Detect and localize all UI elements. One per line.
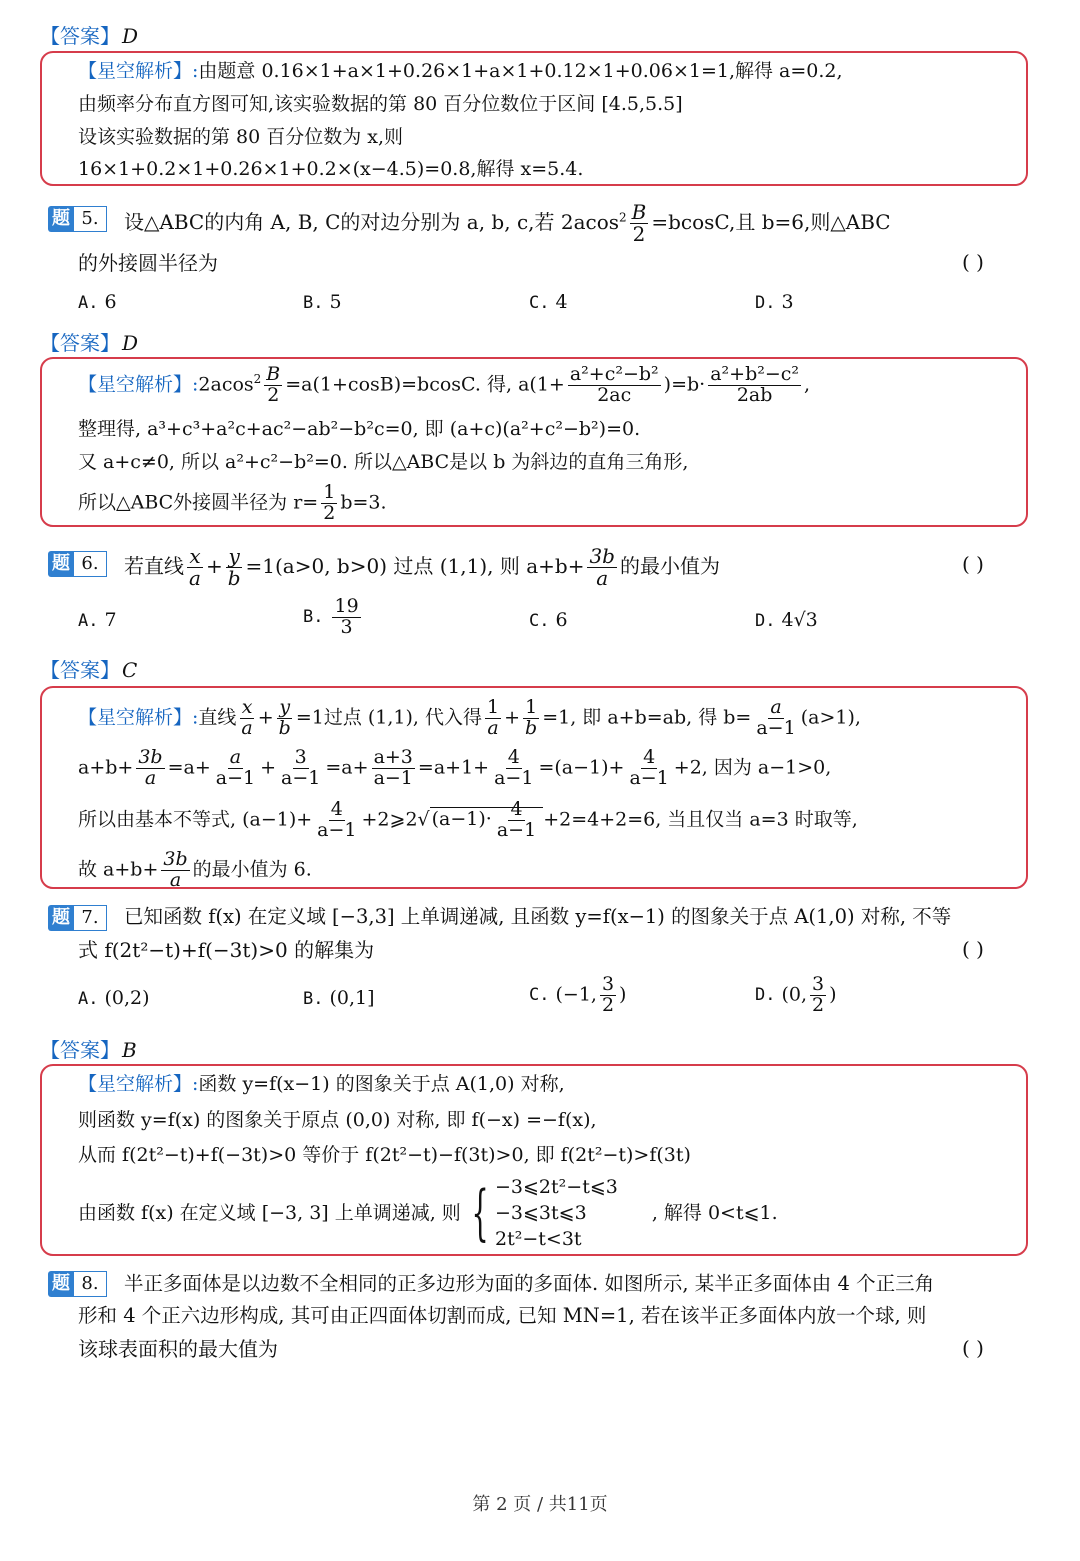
q5-text-b: =bcosC,且 b=6,则△ABC [651, 210, 891, 234]
option-value: (0,1] [329, 987, 375, 1009]
s6-text: 直线 [198, 706, 237, 729]
answer-q5 [40, 327, 138, 356]
option-value: 6 [104, 291, 117, 313]
frac-num: 3 [601, 973, 615, 995]
question-number: 7. [74, 905, 107, 931]
solution-q7-line-3: 从而 f(2t²−t)+f(−3t)>0 等价于 f(2t²−t)−f(3t)>0, 即 f(2t²−t)>f(3t) [78, 1144, 691, 1166]
question-number: 8. [74, 1271, 107, 1297]
option-letter: D. [755, 293, 776, 313]
s7-text: , 解得 0<t⩽1. [651, 1202, 778, 1224]
solution-box-q4 [40, 51, 1028, 186]
option-value: 4√3 [781, 609, 818, 631]
frac-den: 2 [601, 993, 615, 1016]
question-tag: 题 [48, 206, 74, 232]
solution-tag: 【星空解析】: [78, 373, 199, 396]
option-value: 7 [104, 609, 117, 631]
question-number: 6. [74, 551, 107, 577]
solution-q5-line-3: 又 a+c≠0, 所以 a²+c²−b²=0. 所以△ABC是以 b 为斜边的直角三角形, [78, 451, 689, 473]
s5-text: 所以△ABC外接圆半径为 r= [78, 491, 319, 514]
page-footer: 第 2 页 / 共11页 [472, 1494, 608, 1515]
solution-q7-line-1 [78, 1072, 565, 1096]
option-c [529, 291, 568, 313]
solution-text: 由题意 0.16×1+a×1+0.26×1+a×1+0.12×1+0.06×1=1,解得 a=0.2, [198, 60, 843, 82]
question-6-label [48, 551, 107, 577]
answer-q6 [40, 654, 137, 683]
s6-text: 的最小值为 6. [192, 858, 312, 881]
solution-tag: 【星空解析】: [78, 1073, 199, 1095]
option-a [78, 291, 117, 313]
option-value: 3 [781, 291, 794, 313]
question-7-text-line-2: 式 f(2t²−t)+f(−3t)>0 的解集为 [78, 938, 375, 962]
solution-box-q6 [40, 686, 1028, 889]
option-a: A. (0,2) [78, 987, 150, 1009]
answer-value: C [122, 658, 138, 682]
q6-text: 若直线 [124, 554, 184, 578]
question-7-label [48, 905, 107, 931]
option-letter: A. [78, 293, 99, 313]
frac-num: a²+c²−b² [569, 363, 659, 385]
question-8-text-line-1: 半正多面体是以边数不全相同的正多边形为面的多面体. 如图所示, 某半正多面体由 4 个正三角 [124, 1272, 935, 1295]
answer-label: 【答案】 [40, 1038, 120, 1062]
s7-text: 函数 y=f(x−1) 的图象关于点 A(1,0) 对称, [198, 1073, 565, 1095]
frac-den: 3 [340, 615, 353, 638]
s5-text: =a(1+cosB)=bcosC. 得, a [285, 373, 530, 396]
s6-text: (a>1), [800, 706, 861, 729]
question-5-label [48, 206, 107, 232]
system-row: −3⩽3t⩽3 [495, 1202, 587, 1224]
question-tag: 题 [48, 551, 74, 577]
option-b [303, 291, 342, 313]
fraction [332, 597, 360, 638]
option-b: B. $\frac{19}{3}$ [303, 595, 359, 638]
frac-num: 19 [334, 595, 359, 617]
frac-den: 2 [812, 993, 825, 1016]
question-8-text-line-2: 形和 4 个正六边形构成, 其可由正四面体切割而成, 已知 MN=1, 若在该半正多面体内放一个球, 则 [78, 1304, 927, 1327]
question-number: 5. [74, 206, 107, 232]
answer-q7 [40, 1034, 137, 1063]
s5-text: 2acos [198, 373, 254, 396]
solution-q5-line-4 [78, 483, 387, 524]
system-row: −3⩽2t²−t⩽3 [495, 1176, 618, 1198]
solution-q5-line-2: 整理得, a³+c³+a²c+ac²−ab²−b²c=0, 即 (a+c)(a²+c²−b²)=0. [78, 418, 641, 440]
s7-text: 由函数 f(x) 在定义域 [−3, 3] 上单调递减, 则 [78, 1202, 461, 1224]
option-letter: B. [303, 293, 324, 313]
solution-q7-line-2: 则函数 y=f(x) 的图象关于原点 (0,0) 对称, 即 f(−x) =−f(x), [78, 1109, 597, 1131]
s6-text: 故 a+b+ [78, 858, 159, 881]
inequality-system: { −3⩽2t²−t⩽3 −3⩽3t⩽3 2t²−t<3t [471, 1176, 618, 1250]
answer-value: B [122, 1038, 137, 1062]
option-b: B. (0,1] [303, 987, 375, 1009]
answer-paren: ( ) [962, 1336, 984, 1360]
solution-q4-line-3: 设该实验数据的第 80 百分位数为 x,则 [78, 126, 404, 148]
s6-text: a+b+ [78, 756, 134, 779]
option-value: 4 [555, 291, 568, 313]
answer-value: D [122, 24, 139, 48]
s6-text: +2, 因为 a−1>0, [673, 756, 832, 779]
s6-text: +2=4+2=6, 当且仅当 a=3 时取等, [543, 808, 858, 831]
question-8-label [48, 1271, 107, 1297]
answer-paren: ( ) [962, 552, 984, 576]
solution-q6-line-1: 【星空解析】:直线 $\frac{x}{a}$ + $\frac{y}{b}$ =1过点 (1,1), 代入得 $\frac{1}{a}$ + $\frac{1}{b}$ =1, 即 a+b=ab, 得 b= $\frac{a}{a-1}$ (a>1), [78, 696, 861, 739]
option-a: A. 7 [78, 609, 117, 631]
answer-paren: ( ) [962, 937, 984, 961]
question-8-text-line-3: 该球表面积的最大值为 [78, 1337, 278, 1361]
answer-label: 【答案】 [40, 24, 120, 48]
frac-num: a²+b²−c² [710, 363, 800, 385]
frac-den: 2 [267, 383, 280, 406]
frac-num: B [266, 363, 281, 385]
option-value: 5 [329, 291, 342, 313]
s6-text: =1, 即 a+b=ab, 得 b= [542, 706, 752, 729]
q5-text-a: 设△ABC的内角 A, B, C的对边分别为 a, b, c,若 2acos [124, 210, 620, 234]
solution-q4-line-1 [78, 59, 843, 83]
solution-q6-line-4: 故 a+b+ $\frac{3b}{a}$ 的最小值为 6. [78, 848, 312, 891]
question-5-text-line-2: 的外接圆半径为 [78, 251, 218, 275]
solution-box-q5 [40, 357, 1028, 527]
solution-q5-line-1: 【星空解析】:2acos$^2$ $\frac{B}{2}$ =a(1+cosB)=bcosC. 得, a(1+ $\frac{\text{a²+c²−b²}}{2ac}$ )=b· $\frac{\text{a²+b²−c²}}{2ab}$ , [78, 363, 811, 406]
option-d: D. (0, $\frac{3}{2}$ ) [755, 973, 837, 1016]
answer-paren: ( ) [962, 250, 984, 274]
option-d: D. 4√3 [755, 609, 818, 631]
question-tag: 题 [48, 905, 74, 931]
question-6-text: 若直线 $\frac{x}{a}$ + $\frac{y}{b}$ =1(a>0, b>0) 过点 (1,1), 则 a+b+ $\frac{3b}{a}$ 的最小值为 [124, 544, 720, 590]
system-row: 2t²−t<3t [495, 1228, 582, 1250]
solution-q7-line-4 [78, 1174, 778, 1252]
question-7-text-line-1: 已知函数 f(x) 在定义域 [−3,3] 上单调递减, 且函数 y=f(x−1) 的图象关于点 A(1,0) 对称, 不等 [124, 905, 952, 928]
answer-label: 【答案】 [40, 331, 120, 355]
option-value: 6 [555, 609, 568, 631]
answer-q4 [40, 20, 138, 49]
solution-q4-line-4: 16×1+0.2×1+0.26×1+0.2×(x−4.5)=0.8,解得 x=5.4. [78, 158, 584, 180]
option-c: C. 6 [529, 609, 568, 631]
solution-tag: 【星空解析】: [78, 60, 199, 82]
q6-text: 的最小值为 [619, 554, 720, 578]
s6-text: 所以由基本不等式, (a−1)+ [78, 808, 313, 831]
q6-text: =1(a>0, b>0) 过点 (1,1), 则 a+b+ [245, 554, 585, 578]
option-d [755, 291, 794, 313]
solution-box-q7 [40, 1064, 1028, 1256]
answer-label: 【答案】 [40, 658, 120, 682]
solution-q4-line-2: 由频率分布直方图可知,该实验数据的第 80 百分位数位于区间 [4.5,5.5] [78, 93, 683, 115]
option-value: (0,2) [104, 987, 150, 1009]
option-value: (−1, [555, 983, 597, 1006]
solution-q6-line-3: 所以由基本不等式, (a−1)+ $\frac{4}{a-1}$ +2⩾2√ (a−1)· $\frac{4}{a-1}$ +2=4+2=6, 当且仅当 a=3 时取等, [78, 798, 858, 841]
frac-den: 2ab [736, 383, 773, 406]
option-value: (0, [781, 983, 808, 1006]
question-tag: 题 [48, 1271, 74, 1297]
answer-value: D [122, 331, 139, 355]
s5-text: b=3. [340, 491, 387, 514]
fraction [568, 365, 661, 406]
s6-text: =1过点 (1,1), 代入得 [295, 706, 483, 729]
solution-tag: 【星空解析】: [78, 706, 199, 729]
frac-den: 2 [632, 222, 646, 246]
frac-num: B [631, 200, 647, 224]
fraction [708, 365, 801, 406]
fraction [630, 202, 649, 245]
solution-q6-line-2: a+b+ $\frac{3b}{a}$ =a+ $\frac{a}{a-1}$ + $\frac{3}{a-1}$ =a+ $\frac{a+3}{a-1}$ =a+1+ $\frac{4}{a-1}$ =(a−1)+ $\frac{4}{a-1}$ +2, 因为 a−1>0, [78, 746, 832, 789]
fraction: $\frac{1}{2}$ [323, 481, 336, 524]
frac-num: 3 [812, 973, 825, 995]
question-5-text-line-1: 设△ABC的内角 A, B, C的对边分别为 a, b, c,若 2acos$^2$ $\frac{B}{2}$ =bcosC,且 b=6,则△ABC [124, 200, 891, 246]
option-c: C. (−1, $\frac{3}{2}$ ) [529, 973, 627, 1016]
option-letter: C. [529, 293, 550, 313]
fraction [264, 365, 282, 406]
frac-den: 2ac [597, 383, 632, 406]
